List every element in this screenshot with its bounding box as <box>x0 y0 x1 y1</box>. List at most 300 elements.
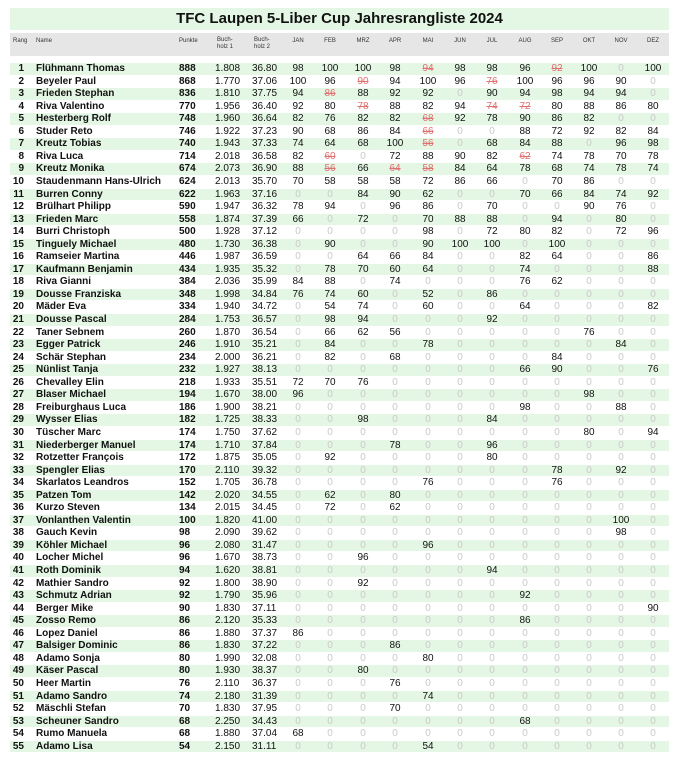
month-score-cell: 0 <box>425 376 431 388</box>
month-score-cell: 0 <box>489 715 495 727</box>
rank-cell: 4 <box>18 100 24 112</box>
month-score-cell: 0 <box>489 615 495 627</box>
points-cell: 92 <box>179 590 191 602</box>
month-score-cell: 0 <box>586 339 592 351</box>
month-score-cell: 0 <box>360 740 366 752</box>
month-score-cell: 80 <box>519 226 531 238</box>
month-score-cell: 0 <box>295 740 301 752</box>
buchholz1-cell: 1.910 <box>215 339 241 351</box>
points-cell: 624 <box>179 175 196 187</box>
month-score-cell: 0 <box>586 314 592 325</box>
month-score-cell: 0 <box>457 590 463 602</box>
month-score-cell: 78 <box>422 339 434 351</box>
month-score-cell: 0 <box>554 715 560 727</box>
month-score-cell: 0 <box>522 376 528 388</box>
buchholz2-cell: 31.11 <box>252 740 277 752</box>
month-score-cell: 0 <box>554 502 560 514</box>
points-cell: 434 <box>179 263 196 275</box>
buchholz2-cell: 36.54 <box>252 326 278 338</box>
month-score-cell: 0 <box>295 251 301 263</box>
buchholz1-cell: 1.922 <box>215 125 241 137</box>
points-cell: 90 <box>179 602 191 614</box>
rank-cell: 39 <box>12 539 24 551</box>
points-cell: 76 <box>179 677 191 689</box>
buchholz1-cell: 1.670 <box>215 389 241 401</box>
table-row <box>10 703 669 715</box>
month-score-cell: 98 <box>422 226 434 238</box>
month-score-cell: 0 <box>360 652 366 664</box>
name-cell: Flühmann Thomas <box>36 63 125 74</box>
month-score-cell: 0 <box>425 426 431 438</box>
month-score-cell: 96 <box>389 201 401 213</box>
rank-cell: 33 <box>12 464 24 476</box>
buchholz1-cell: 2.018 <box>215 150 241 162</box>
points-cell: 68 <box>179 715 191 727</box>
month-score-cell: 0 <box>586 213 592 225</box>
month-score-cell: 58 <box>357 175 369 187</box>
month-score-cell: 0 <box>327 364 333 376</box>
month-score-cell: 0 <box>522 489 528 501</box>
month-score-cell: 0 <box>295 677 301 689</box>
points-cell: 174 <box>179 426 196 438</box>
month-score-cell: 0 <box>360 590 366 602</box>
month-score-cell: 0 <box>425 615 431 627</box>
buchholz1-cell: 1.725 <box>215 414 241 426</box>
buchholz2-cell: 37.62 <box>252 426 278 438</box>
table-row <box>10 389 669 401</box>
month-score-cell: 78 <box>357 100 369 112</box>
month-score-cell: 0 <box>425 527 431 539</box>
name-cell: Tinguely Michael <box>36 238 117 250</box>
month-score-cell: 0 <box>457 715 463 727</box>
month-score-cell: 72 <box>422 175 434 187</box>
buchholz1-cell: 1.800 <box>215 577 241 589</box>
month-score-cell: 0 <box>457 552 463 564</box>
month-score-cell: 0 <box>392 301 398 313</box>
month-score-cell: 0 <box>554 640 560 652</box>
name-cell: Tüscher Marc <box>36 426 102 438</box>
points-cell: 234 <box>179 351 196 363</box>
month-score-cell: 0 <box>489 527 495 539</box>
month-score-cell: 76 <box>583 326 595 338</box>
buchholz2-cell: 35.51 <box>252 376 278 388</box>
month-score-cell: 100 <box>321 63 339 74</box>
month-score-cell: 64 <box>357 251 369 263</box>
points-cell: 54 <box>179 740 191 752</box>
month-score-cell: 86 <box>486 288 498 300</box>
rank-cell: 51 <box>12 690 24 702</box>
month-score-cell: 0 <box>295 401 301 413</box>
buchholz2-cell: 36.21 <box>252 351 278 363</box>
month-score-cell: 72 <box>486 226 498 238</box>
month-score-cell: 0 <box>522 201 528 213</box>
month-score-cell: 0 <box>586 452 592 464</box>
month-score-cell: 52 <box>422 288 434 300</box>
buchholz1-cell: 1.998 <box>215 288 241 300</box>
rank-cell: 31 <box>12 439 24 451</box>
month-score-cell: 0 <box>295 364 301 376</box>
month-score-cell: 66 <box>486 175 498 187</box>
month-score-cell: 0 <box>360 565 366 576</box>
table-row <box>10 214 669 226</box>
month-score-cell: 0 <box>425 640 431 652</box>
month-score-cell: 0 <box>650 652 656 664</box>
month-score-cell: 90 <box>551 364 563 376</box>
rank-cell: 17 <box>12 263 24 275</box>
month-score-cell: 72 <box>357 213 369 225</box>
buchholz1-cell: 1.990 <box>215 652 241 664</box>
month-score-cell: 0 <box>425 602 431 614</box>
table-row <box>10 414 669 426</box>
month-score-cell: 0 <box>327 652 333 664</box>
buchholz1-cell: 2.020 <box>215 489 241 501</box>
points-cell: 674 <box>179 163 196 175</box>
month-score-cell: 0 <box>586 276 592 288</box>
name-cell: Mäschli Stefan <box>36 703 107 715</box>
buchholz2-cell: 35.33 <box>252 615 278 627</box>
month-score-cell: 0 <box>554 527 560 539</box>
buchholz2-cell: 36.58 <box>252 150 278 162</box>
month-score-cell: 0 <box>392 527 398 539</box>
table-row <box>10 578 669 590</box>
table-row <box>10 452 669 464</box>
month-score-cell: 0 <box>425 452 431 464</box>
month-score-cell: 0 <box>650 351 656 363</box>
month-score-cell: 64 <box>519 301 531 313</box>
month-score-cell: 0 <box>554 339 560 351</box>
month-score-cell: 0 <box>522 565 528 576</box>
rank-cell: 20 <box>12 301 24 313</box>
name-cell: Mäder Eva <box>36 301 87 313</box>
month-score-cell: 0 <box>457 477 463 489</box>
month-score-cell: 0 <box>554 452 560 464</box>
month-score-cell: 86 <box>422 201 434 213</box>
month-score-cell: 94 <box>615 88 627 100</box>
name-cell: Gauch Kevin <box>36 527 98 539</box>
month-score-cell: 0 <box>554 288 560 300</box>
header-buchholz1: Buch- holz 1 <box>217 37 234 50</box>
month-score-cell: 0 <box>586 401 592 413</box>
points-cell: 748 <box>179 113 196 125</box>
month-score-cell: 0 <box>295 527 301 539</box>
month-score-cell: 0 <box>522 740 528 752</box>
name-cell: Roth Dominik <box>36 565 101 576</box>
table-row <box>10 226 669 238</box>
month-score-cell: 0 <box>489 728 495 740</box>
header-month-dez: DEZ <box>647 38 659 44</box>
month-score-cell: 0 <box>618 263 624 275</box>
month-score-cell: 0 <box>457 577 463 589</box>
buchholz1-cell: 1.956 <box>215 100 241 112</box>
month-score-cell: 0 <box>392 715 398 727</box>
month-score-cell: 0 <box>618 364 624 376</box>
buchholz1-cell: 1.753 <box>215 314 241 325</box>
month-score-cell: 92 <box>357 577 369 589</box>
points-cell: 98 <box>179 527 191 539</box>
month-score-cell: 82 <box>422 100 434 112</box>
month-score-cell: 92 <box>292 100 304 112</box>
month-score-cell: 0 <box>618 326 624 338</box>
month-score-cell: 0 <box>360 439 366 451</box>
rank-cell: 3 <box>18 88 24 100</box>
rank-cell: 49 <box>12 665 24 677</box>
month-score-cell: 0 <box>392 213 398 225</box>
month-score-cell: 0 <box>360 389 366 401</box>
month-score-cell: 0 <box>489 326 495 338</box>
month-score-cell: 70 <box>615 150 627 162</box>
buchholz1-cell: 1.927 <box>215 364 241 376</box>
month-score-cell: 0 <box>392 602 398 614</box>
month-score-cell: 94 <box>551 213 563 225</box>
month-score-cell: 0 <box>522 213 528 225</box>
rank-cell: 18 <box>12 276 24 288</box>
month-score-cell: 100 <box>451 238 469 250</box>
month-score-cell: 0 <box>618 301 624 313</box>
month-score-cell: 0 <box>457 464 463 476</box>
buchholz1-cell: 1.730 <box>215 238 241 250</box>
month-score-cell: 62 <box>519 150 531 162</box>
buchholz2-cell: 36.40 <box>252 100 278 112</box>
month-score-cell: 0 <box>522 539 528 551</box>
name-cell: Beyeler Paul <box>36 75 97 87</box>
month-score-cell: 0 <box>522 677 528 689</box>
buchholz2-cell: 36.64 <box>252 113 278 125</box>
month-score-cell: 0 <box>650 477 656 489</box>
table-row <box>10 163 669 175</box>
month-score-cell: 0 <box>650 376 656 388</box>
month-score-cell: 74 <box>519 263 531 275</box>
month-score-cell: 92 <box>389 88 401 100</box>
month-score-cell: 0 <box>522 665 528 677</box>
month-score-cell: 0 <box>554 665 560 677</box>
month-score-cell: 90 <box>324 238 336 250</box>
month-score-cell: 70 <box>422 213 434 225</box>
month-score-cell: 0 <box>327 226 333 238</box>
month-score-cell: 90 <box>454 150 466 162</box>
table-row <box>10 201 669 213</box>
month-score-cell: 0 <box>618 389 624 401</box>
table-row <box>10 565 669 577</box>
month-score-cell: 82 <box>583 113 595 125</box>
points-cell: 182 <box>179 414 196 426</box>
month-score-cell: 100 <box>516 75 534 87</box>
month-score-cell: 82 <box>357 113 369 125</box>
name-cell: Vonlanthen Valentin <box>36 514 131 526</box>
month-score-cell: 0 <box>554 677 560 689</box>
month-score-cell: 0 <box>295 502 301 514</box>
month-score-cell: 0 <box>360 477 366 489</box>
month-score-cell: 0 <box>586 615 592 627</box>
month-score-cell: 0 <box>392 226 398 238</box>
buchholz2-cell: 34.55 <box>252 489 278 501</box>
month-score-cell: 0 <box>457 703 463 715</box>
month-score-cell: 0 <box>327 213 333 225</box>
month-score-cell: 0 <box>618 565 624 576</box>
month-score-cell: 76 <box>324 113 336 125</box>
month-score-cell: 92 <box>647 188 659 200</box>
buchholz1-cell: 2.090 <box>215 527 241 539</box>
month-score-cell: 0 <box>457 125 463 137</box>
name-cell: Studer Reto <box>36 125 93 137</box>
month-score-cell: 0 <box>554 301 560 313</box>
month-score-cell: 84 <box>422 251 434 263</box>
points-cell: 284 <box>179 314 196 325</box>
rank-cell: 22 <box>12 326 24 338</box>
month-score-cell: 68 <box>519 715 531 727</box>
points-cell: 74 <box>179 690 191 702</box>
month-score-cell: 0 <box>295 690 301 702</box>
points-cell: 622 <box>179 188 196 200</box>
month-score-cell: 0 <box>425 464 431 476</box>
table-row <box>10 440 669 452</box>
month-score-cell: 0 <box>554 439 560 451</box>
buchholz2-cell: 37.16 <box>252 188 278 200</box>
table-row <box>10 276 669 288</box>
table-row <box>10 640 669 652</box>
month-score-cell: 0 <box>586 251 592 263</box>
month-score-cell: 0 <box>295 590 301 602</box>
month-score-cell: 0 <box>650 276 656 288</box>
table-row <box>10 653 669 665</box>
month-score-cell: 0 <box>586 627 592 639</box>
month-score-cell: 0 <box>360 514 366 526</box>
name-cell: Ramseier Martina <box>36 251 120 263</box>
buchholz2-cell: 37.04 <box>252 728 278 740</box>
month-score-cell: 0 <box>586 502 592 514</box>
buchholz1-cell: 1.710 <box>215 439 241 451</box>
rank-cell: 27 <box>12 389 24 401</box>
name-cell: Freiburghaus Luca <box>36 401 127 413</box>
month-score-cell: 0 <box>522 339 528 351</box>
month-score-cell: 70 <box>389 703 401 715</box>
month-score-cell: 0 <box>392 690 398 702</box>
page-title: TFC Laupen 5-Liber Cup Jahresrangliste 2024 <box>10 8 669 30</box>
month-score-cell: 92 <box>519 590 531 602</box>
month-score-cell: 98 <box>454 63 466 74</box>
header-month-jul: JUL <box>486 38 498 44</box>
month-score-cell: 0 <box>360 401 366 413</box>
name-cell: Brülhart Philipp <box>36 201 111 213</box>
points-cell: 70 <box>179 703 191 715</box>
month-score-cell: 0 <box>554 565 560 576</box>
name-cell: Kreutz Monika <box>36 163 105 175</box>
table-row <box>10 603 669 615</box>
points-cell: 348 <box>179 288 196 300</box>
month-score-cell: 0 <box>522 326 528 338</box>
month-score-cell: 0 <box>650 539 656 551</box>
buchholz2-cell: 35.32 <box>252 263 278 275</box>
buchholz2-cell: 41.00 <box>252 514 278 526</box>
rank-cell: 54 <box>12 728 24 740</box>
buchholz2-cell: 38.33 <box>252 414 278 426</box>
month-score-cell: 0 <box>327 615 333 627</box>
month-score-cell: 0 <box>295 552 301 564</box>
name-cell: Hesterberg Rolf <box>36 113 112 125</box>
header-month-okt: OKT <box>582 38 596 44</box>
month-score-cell: 0 <box>392 238 398 250</box>
month-score-cell: 0 <box>586 364 592 376</box>
month-score-cell: 0 <box>392 401 398 413</box>
month-score-cell: 86 <box>583 175 595 187</box>
month-score-cell: 0 <box>392 627 398 639</box>
month-score-cell: 0 <box>554 627 560 639</box>
month-score-cell: 0 <box>392 590 398 602</box>
month-score-cell: 54 <box>324 301 336 313</box>
month-score-cell: 0 <box>457 627 463 639</box>
rank-cell: 36 <box>12 502 24 514</box>
month-score-cell: 0 <box>327 565 333 576</box>
buchholz1-cell: 1.620 <box>215 565 241 576</box>
points-cell: 868 <box>179 75 196 87</box>
table-row <box>10 101 669 113</box>
rank-cell: 14 <box>12 226 24 238</box>
buchholz2-cell: 34.45 <box>252 502 278 514</box>
month-score-cell: 76 <box>647 364 659 376</box>
buchholz1-cell: 1.874 <box>215 213 241 225</box>
month-score-cell: 92 <box>615 464 627 476</box>
month-score-cell: 60 <box>324 150 336 162</box>
month-score-cell: 0 <box>618 439 624 451</box>
buchholz1-cell: 1.820 <box>215 514 241 526</box>
month-score-cell: 92 <box>486 314 498 325</box>
month-score-cell: 98 <box>486 63 498 74</box>
month-score-cell: 68 <box>486 138 498 150</box>
rank-cell: 26 <box>12 376 24 388</box>
month-score-cell: 92 <box>583 125 595 137</box>
month-score-cell: 0 <box>618 288 624 300</box>
month-score-cell: 0 <box>425 351 431 363</box>
month-score-cell: 86 <box>357 125 369 137</box>
month-score-cell: 70 <box>292 175 304 187</box>
month-score-cell: 0 <box>457 263 463 275</box>
month-score-cell: 0 <box>618 703 624 715</box>
month-score-cell: 92 <box>324 452 336 464</box>
name-cell: Adamo Sandro <box>36 690 108 702</box>
points-cell: 770 <box>179 100 196 112</box>
month-score-cell: 0 <box>360 364 366 376</box>
month-score-cell: 0 <box>425 665 431 677</box>
rank-cell: 43 <box>12 590 24 602</box>
month-score-cell: 84 <box>324 339 336 351</box>
month-score-cell: 98 <box>324 314 336 325</box>
month-score-cell: 88 <box>583 100 595 112</box>
name-cell: Adamo Lisa <box>36 740 93 752</box>
buchholz1-cell: 1.770 <box>215 75 241 87</box>
month-score-cell: 0 <box>586 301 592 313</box>
month-score-cell: 0 <box>327 715 333 727</box>
month-score-cell: 0 <box>327 552 333 564</box>
buchholz1-cell: 1.880 <box>215 728 241 740</box>
month-score-cell: 90 <box>615 75 627 87</box>
month-score-cell: 56 <box>422 138 434 150</box>
month-score-cell: 0 <box>554 401 560 413</box>
month-score-cell: 0 <box>554 326 560 338</box>
month-score-cell: 0 <box>425 389 431 401</box>
rank-cell: 46 <box>12 627 24 639</box>
points-cell: 86 <box>179 640 191 652</box>
name-cell: Berger Mike <box>36 602 94 614</box>
month-score-cell: 0 <box>586 238 592 250</box>
points-cell: 80 <box>179 665 191 677</box>
rank-cell: 41 <box>12 565 24 576</box>
name-cell: Spengler Elias <box>36 464 105 476</box>
buchholz2-cell: 35.05 <box>252 452 278 464</box>
month-score-cell: 0 <box>489 590 495 602</box>
month-score-cell: 74 <box>292 138 304 150</box>
month-score-cell: 98 <box>647 138 659 150</box>
month-score-cell: 68 <box>389 351 401 363</box>
month-score-cell: 0 <box>360 627 366 639</box>
